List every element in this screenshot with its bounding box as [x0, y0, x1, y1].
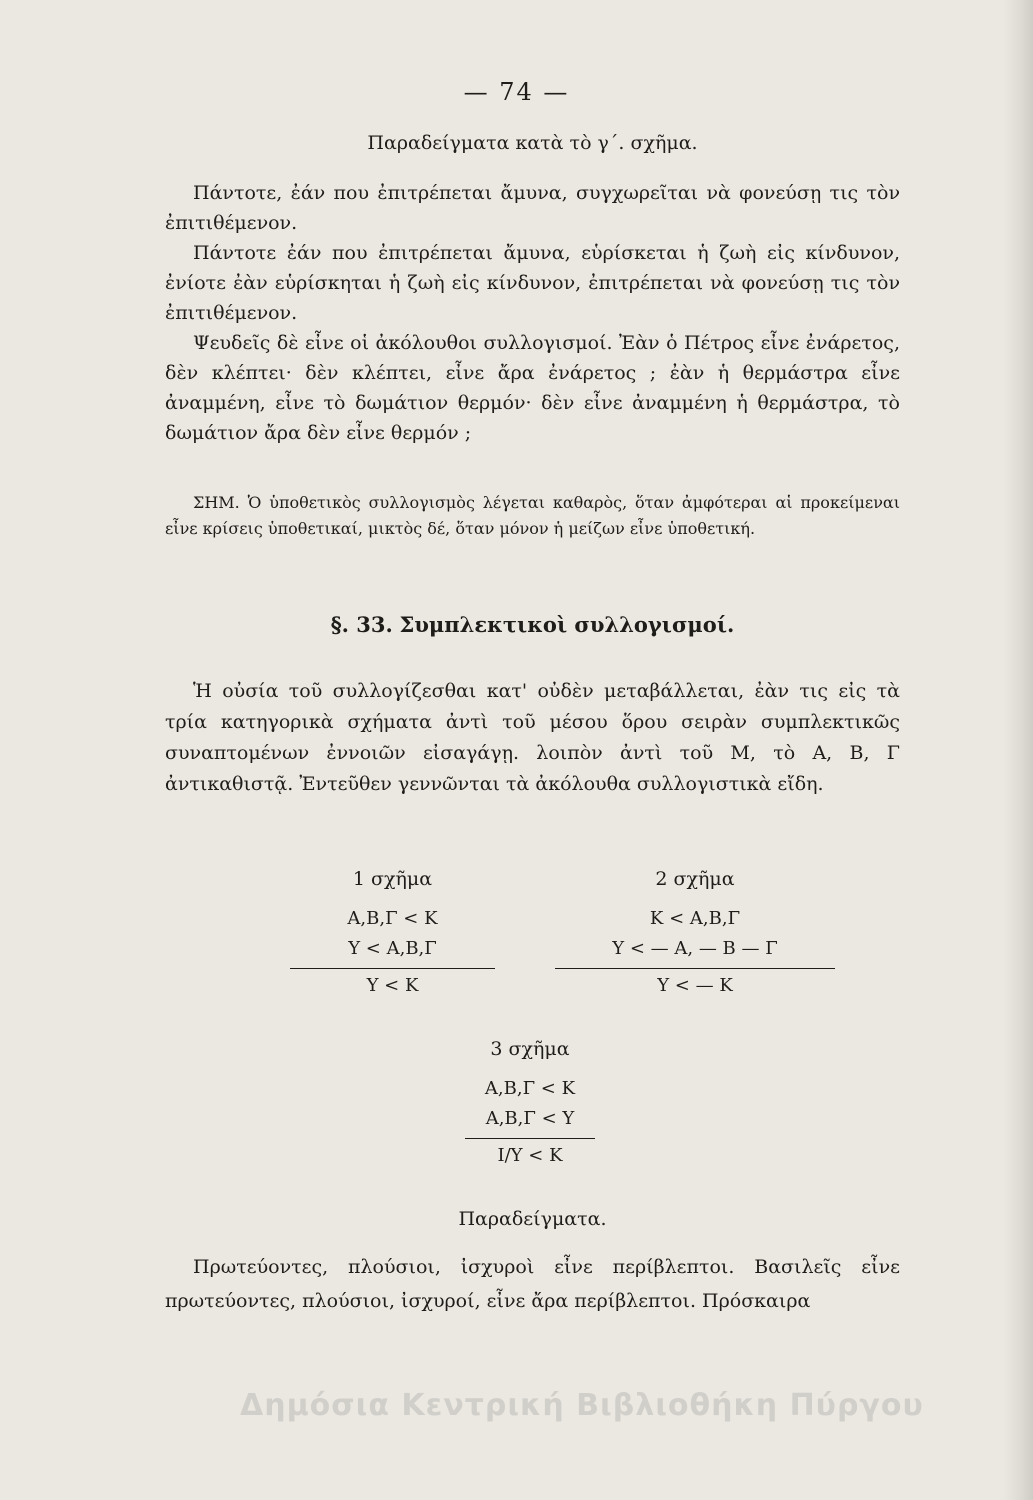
examples-paragraph: Πρωτεύοντες, πλούσιοι, ἰσχυροὶ εἶνε περίβλεπτοι. Βασιλεῖς εἶνε πρωτεύοντες, πλούσιοι, ἰσχυροί, εἶνε ἄρα περίβλεπτοι. Πρόσκαιρα: [165, 1256, 900, 1312]
paragraph-1: Πάντοτε, ἐάν που ἐπιτρέπεται ἄμυνα, συγχωρεῖται νὰ φονεύσῃ τις τὸν ἐπιτιθέμενον.: [165, 182, 900, 234]
major-premise: Α,Β,Γ < Κ: [347, 908, 438, 929]
examples-title: Παραδείγματα κατὰ τὸ γ΄. σχῆμα.: [367, 132, 698, 154]
figure-3: [450, 1038, 610, 1171]
minor-premise: Υ < Α,Β,Γ: [348, 938, 437, 959]
paragraph-3: Ψευδεῖς δὲ εἶνε οἱ ἀκόλουθοι συλλογισμοί. Ἐὰν ὁ Πέτρος εἶνε ἐνάρετος, δὲν κλέπτει· δὲν κλέπτει, εἶνε ἄρα ἐνάρετος ; ἐὰν ἡ θερμάστρα εἶνε ἀναμμένη, εἶνε τὸ δωμάτιον θερμόν· δὲν εἶνε ἀναμμένη ἡ θερμάστρα, τὸ δωμάτιον ἄρα δὲν εἶνε θερμόν ;: [165, 332, 900, 444]
minor-premise: Υ < — Α, — Β — Γ: [612, 938, 778, 959]
minor-premise: Α,Β,Γ < Υ: [485, 1108, 575, 1129]
figure-label: 1 σχῆμα: [352, 868, 433, 890]
major-premise: Α,Β,Γ < Κ: [484, 1078, 576, 1099]
conclusion: Ι/Υ < Κ: [497, 1145, 563, 1166]
figure-1: [290, 868, 495, 1001]
section-number: §. 33.: [330, 612, 393, 637]
inference-line: [290, 968, 495, 969]
conclusion: Υ < Κ: [366, 975, 419, 996]
inference-line: [555, 968, 835, 969]
conclusion: Υ < — Κ: [657, 975, 733, 996]
figure-label: 3 σχῆμα: [490, 1038, 570, 1060]
section-intro: Ἡ οὐσία τοῦ συλλογίζεσθαι κατ' οὐδὲν μεταβάλλεται, ἐὰν τις εἰς τὰ τρία κατηγορικὰ σχήματα ἀντὶ τοῦ μέσου ὅρου σειρὰν συμπλεκτικῶς συναπτομένων ἐννοιῶν εἰσαγάγῃ. λοιπὸν ἀντὶ τοῦ Μ, τὸ Α, Β, Γ ἀντικαθιστᾷ. Ἐντεῦθεν γεννῶνται τὰ ἀκόλουθα συλλογιστικὰ εἴδη.: [165, 680, 900, 795]
section-heading: [165, 612, 900, 637]
page-number: — 74 —: [463, 78, 570, 106]
section-title: Συμπλεκτικοὶ συλλογισμοί.: [399, 612, 735, 637]
inference-line: [465, 1138, 595, 1139]
examples-label: Παραδείγματα.: [458, 1208, 607, 1230]
note-paragraph: ΣΗΜ. Ὁ ὑποθετικὸς συλλογισμὸς λέγεται καθαρὸς, ὅταν ἀμφότεραι αἱ προκείμεναι εἶνε κρίσεις ὑποθετικαί, μικτὸς δέ, ὅταν μόνον ἡ μείζων εἶνε ὑποθετική.: [165, 493, 900, 538]
figure-label: 2 σχῆμα: [655, 868, 735, 890]
paragraph-2: Πάντοτε ἐάν που ἐπιτρέπεται ἄμυνα, εὑρίσκεται ἡ ζωὴ εἰς κίνδυνον, ἐνίοτε ἐὰν εὑρίσκηται ἡ ζωὴ εἰς κίνδυνον, ἐπιτρέπεται νὰ φονεύσῃ τις τὸν ἐπιτιθέμενον.: [165, 242, 900, 324]
page-edge-shadow: [1003, 0, 1033, 1500]
paragraph-block: [165, 178, 900, 448]
library-watermark: Δημόσια Κεντρική Βιβλιοθήκη Πύργου: [240, 1388, 924, 1423]
figure-2: [555, 868, 835, 1001]
major-premise: Κ < Α,Β,Γ: [649, 908, 741, 929]
